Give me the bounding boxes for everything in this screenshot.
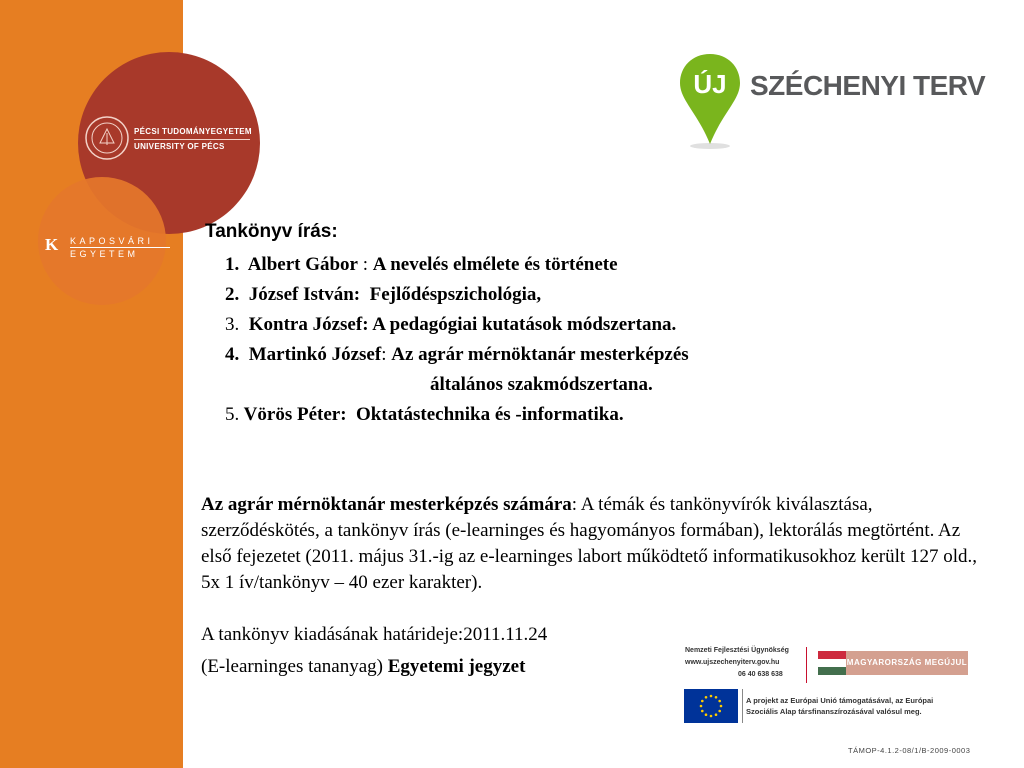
kaposvar-logo-mark: K [45,235,59,254]
list-item: 5. Vörös Péter: Oktatástechnika és -informatika. [225,404,624,425]
list-item: 2. József István: Fejlődéspszichológia, [225,284,542,305]
description-paragraph [201,492,991,596]
list-item: 4. Martinkó József: Az agrár mérnöktanár mesterképzés [225,344,689,365]
map-pin-icon [677,52,743,152]
hungary-renews-badge: MAGYARORSZÁG MEGÚJUL [846,651,968,675]
list-item: 1. Albert Gábor : A nevelés elmélete és története [225,254,618,275]
eu-funding-note: A projekt az Európai Unió támogatásával, az Európai Szociális Alap társfinanszírozásával valósul meg. [746,696,934,716]
material-type-text: (E-learninges tananyag) Egyetemi jegyzet [201,656,526,677]
list-item-continuation: általános szakmódszertana. [430,374,653,395]
szechenyi-terv-logo-text: SZÉCHENYI TERV [750,70,986,101]
deadline-text: A tankönyv kiadásának határideje:2011.11.24 [201,624,548,645]
kaposvar-divider [70,247,170,248]
nfu-url: www.ujszechenyiterv.gov.hu [685,659,780,666]
pecs-university-name: PÉCSI TUDOMÁNYEGYETEM [134,127,252,136]
paragraph-lead: Az agrár mérnöktanár mesterképzés számára [201,494,572,515]
eu-divider [742,689,743,723]
pecs-university-name-en: UNIVERSITY OF PÉCS [134,142,225,151]
eu-flag-icon [684,689,738,723]
pecs-divider [134,139,250,140]
section-heading: Tankönyv írás: [205,221,338,242]
nfu-agency-name: Nemzeti Fejlesztési Ügynökség [685,647,789,654]
kaposvar-name-line2: EGYETEM [70,249,139,259]
paragraph-body: : A témák és tankönyvírók kiválasztása, szerződéskötés, a tankönyv írás (e-learninges és hagyományos formában), lektorálás megtörtént. Az első fejezetet (2011. május 31.-ig az e-learninges labort működtető informatikusokhoz került 127 old., 5x 1 ív/tankönyv – 40 ezer karakter). [201,494,977,593]
project-code: TÁMOP-4.1.2-08/1/B-2009-0003 [848,746,971,755]
pin-text: ÚJ [693,69,727,99]
kaposvar-name-line1: KAPOSVÁRI [70,236,154,246]
list-item: 3. Kontra József: A pedagógiai kutatások módszertana. [225,314,677,335]
footer-divider [806,647,807,683]
hungarian-flag-icon [818,651,846,675]
nfu-phone: 06 40 638 638 [738,671,783,678]
university-seal-icon [84,115,130,161]
textbook-list [225,250,865,430]
